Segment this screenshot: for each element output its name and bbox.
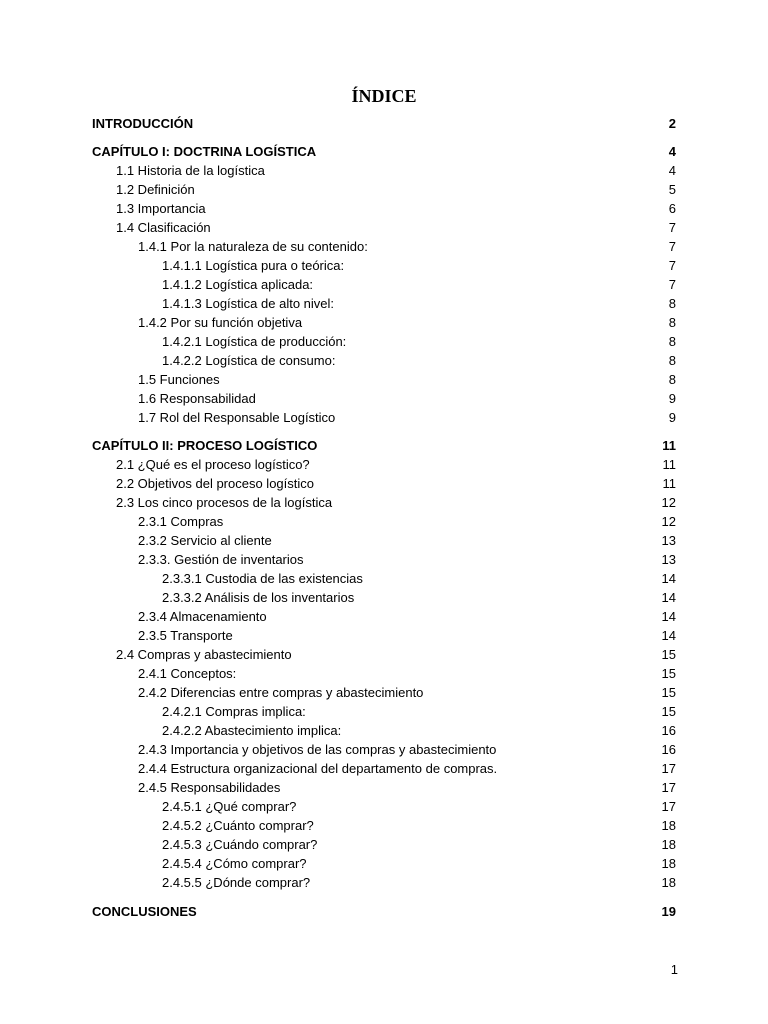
toc-entry-page: 7 (668, 277, 676, 292)
toc-entry-label: 1.3 Importancia (116, 201, 206, 216)
toc-entry-label: 2.3.1 Compras (138, 514, 224, 529)
toc-entry (0, 816, 768, 835)
toc-entry-page: 6 (668, 201, 676, 216)
toc-entry-page: 11 (662, 438, 676, 453)
toc-entry-label: 2.3 Los cinco procesos de la logística (116, 495, 333, 510)
toc-entry-page: 18 (661, 818, 676, 833)
toc-entry (0, 218, 768, 237)
toc-entry-label: 1.5 Funciones (138, 372, 220, 387)
toc-entry-label: CAPÍTULO II: PROCESO LOGÍSTICO (92, 438, 318, 453)
toc-entry-page: 15 (661, 704, 676, 719)
toc-entry-page: 17 (661, 761, 676, 776)
toc-entry-label: 2.3.3.2 Análisis de los inventarios (162, 590, 355, 605)
toc-entry-page: 4 (668, 144, 676, 159)
toc-entry (0, 664, 768, 683)
toc-entry (0, 370, 768, 389)
toc-entry-page: 13 (661, 533, 676, 548)
toc-entry-label: 2.4.4 Estructura organizacional del departamento de compras. (138, 761, 498, 776)
toc-entry (0, 275, 768, 294)
toc-entry-label: 1.4.2.2 Logística de consumo: (162, 353, 336, 368)
page-number: 1 (670, 962, 678, 977)
toc-entry-page: 11 (662, 476, 676, 491)
toc-entry (0, 569, 768, 588)
toc-entry (0, 351, 768, 370)
toc-chapter-entry (0, 902, 768, 921)
toc-entry-label: 1.4 Clasificación (116, 220, 211, 235)
toc-chapter-entry (0, 142, 768, 161)
toc-entry-label: 2.2 Objetivos del proceso logístico (116, 476, 314, 491)
toc-entry-label: 2.4.5.3 ¿Cuándo comprar? (162, 837, 318, 852)
toc-entry-label: 1.4.2 Por su función objetiva (138, 315, 303, 330)
toc-entry (0, 588, 768, 607)
toc-entry (0, 493, 768, 512)
toc-entry-page: 17 (661, 799, 676, 814)
toc-entry-label: 2.3.3. Gestión de inventarios (138, 552, 304, 567)
toc-entry (0, 408, 768, 427)
toc-entry-label: 2.3.4 Almacenamiento (138, 609, 267, 624)
toc-entry-page: 12 (661, 514, 676, 529)
toc-entry-label: 1.6 Responsabilidad (138, 391, 256, 406)
toc-entry-label: 2.3.5 Transporte (138, 628, 233, 643)
toc-entry (0, 854, 768, 873)
toc-entry-page: 14 (661, 571, 676, 586)
toc-entry-page: 12 (661, 495, 676, 510)
toc-entry (0, 389, 768, 408)
toc-entry-label: 2.4.5.2 ¿Cuánto comprar? (162, 818, 314, 833)
toc-entry (0, 474, 768, 493)
toc-entry (0, 256, 768, 275)
toc-entry-label: 2.4 Compras y abastecimiento (116, 647, 292, 662)
toc-entry (0, 294, 768, 313)
toc-entry-label: 2.4.2.2 Abastecimiento implica: (162, 723, 342, 738)
toc-entry-page: 2 (668, 116, 676, 131)
toc-entry-page: 14 (661, 628, 676, 643)
toc-entry-page: 7 (668, 258, 676, 273)
toc-entry-label: 2.1 ¿Qué es el proceso logístico? (116, 457, 310, 472)
toc-entry-page: 18 (661, 875, 676, 890)
toc-entry (0, 797, 768, 816)
toc-entry-label: 2.4.5.4 ¿Cómo comprar? (162, 856, 307, 871)
toc-entry-page: 7 (668, 239, 676, 254)
toc-entry-label: 2.4.2 Diferencias entre compras y abastecimiento (138, 685, 424, 700)
toc-chapter-entry (0, 114, 768, 133)
toc-entry-page: 16 (661, 742, 676, 757)
toc-entry-page: 11 (662, 457, 676, 472)
toc-entry-page: 8 (668, 296, 676, 311)
toc-entry-page: 8 (668, 315, 676, 330)
toc-entry-page: 14 (661, 590, 676, 605)
toc-entry (0, 721, 768, 740)
toc-entry-label: 1.4.1.1 Logística pura o teórica: (162, 258, 345, 273)
toc-entry (0, 740, 768, 759)
toc-entry (0, 313, 768, 332)
toc-entry (0, 873, 768, 892)
toc-entry-label: CAPÍTULO I: DOCTRINA LOGÍSTICA (92, 144, 317, 159)
toc-entry-label: 1.2 Definición (116, 182, 195, 197)
toc-entry-label: 2.3.3.1 Custodia de las existencias (162, 571, 363, 586)
toc-entry (0, 180, 768, 199)
toc-entry-page: 9 (668, 410, 676, 425)
toc-entry-page: 14 (661, 609, 676, 624)
toc-entry-label: CONCLUSIONES (92, 904, 197, 919)
toc-entry (0, 550, 768, 569)
toc-entry-label: 2.4.5.5 ¿Dónde comprar? (162, 875, 311, 890)
toc-entry-label: 1.4.2.1 Logística de producción: (162, 334, 347, 349)
toc-entry (0, 702, 768, 721)
toc-entry-page: 8 (668, 372, 676, 387)
toc-entry-page: 9 (668, 391, 676, 406)
toc-entry (0, 607, 768, 626)
toc-entry-page: 8 (668, 334, 676, 349)
toc-entry-page: 15 (661, 647, 676, 662)
toc-entry-label: 1.7 Rol del Responsable Logístico (138, 410, 336, 425)
toc-entry (0, 683, 768, 702)
toc-entry-page: 7 (668, 220, 676, 235)
toc-entry-page: 15 (661, 685, 676, 700)
toc-entry (0, 759, 768, 778)
toc-entry-label: 2.4.3 Importancia y objetivos de las compras y abastecimiento (138, 742, 497, 757)
toc-entry-label: 2.4.5 Responsabilidades (138, 780, 281, 795)
toc-entry (0, 512, 768, 531)
toc-entry-label: 2.3.2 Servicio al cliente (138, 533, 272, 548)
toc-entry (0, 161, 768, 180)
toc-entry-page: 19 (661, 904, 676, 919)
toc-entry-page: 4 (668, 163, 676, 178)
toc-entry-page: 16 (661, 723, 676, 738)
page-title: ÍNDICE (351, 86, 417, 106)
toc-entry-label: 2.4.2.1 Compras implica: (162, 704, 306, 719)
toc-entry-page: 13 (661, 552, 676, 567)
toc-entry-label: 1.1 Historia de la logística (116, 163, 265, 178)
toc-entry-page: 18 (661, 837, 676, 852)
toc-entry (0, 199, 768, 218)
toc-entry-label: 1.4.1.3 Logística de alto nivel: (162, 296, 335, 311)
toc-entry-page: 18 (661, 856, 676, 871)
toc-entry-label: INTRODUCCIÓN (92, 116, 194, 131)
toc-entry-label: 2.4.5.1 ¿Qué comprar? (162, 799, 297, 814)
toc-entry (0, 455, 768, 474)
toc-entry-page: 8 (668, 353, 676, 368)
toc-entry-label: 2.4.1 Conceptos: (138, 666, 237, 681)
toc-chapter-entry (0, 436, 768, 455)
toc-entry (0, 531, 768, 550)
toc-entry-page: 17 (661, 780, 676, 795)
toc-entry-label: 1.4.1.2 Logística aplicada: (162, 277, 314, 292)
toc-entry-label: 1.4.1 Por la naturaleza de su contenido: (138, 239, 368, 254)
toc-entry (0, 835, 768, 854)
toc-entry (0, 332, 768, 351)
toc-entry (0, 237, 768, 256)
toc-entry-page: 5 (668, 182, 676, 197)
toc-entry (0, 645, 768, 664)
toc-entry (0, 626, 768, 645)
toc-entry-page: 15 (661, 666, 676, 681)
toc-entry (0, 778, 768, 797)
